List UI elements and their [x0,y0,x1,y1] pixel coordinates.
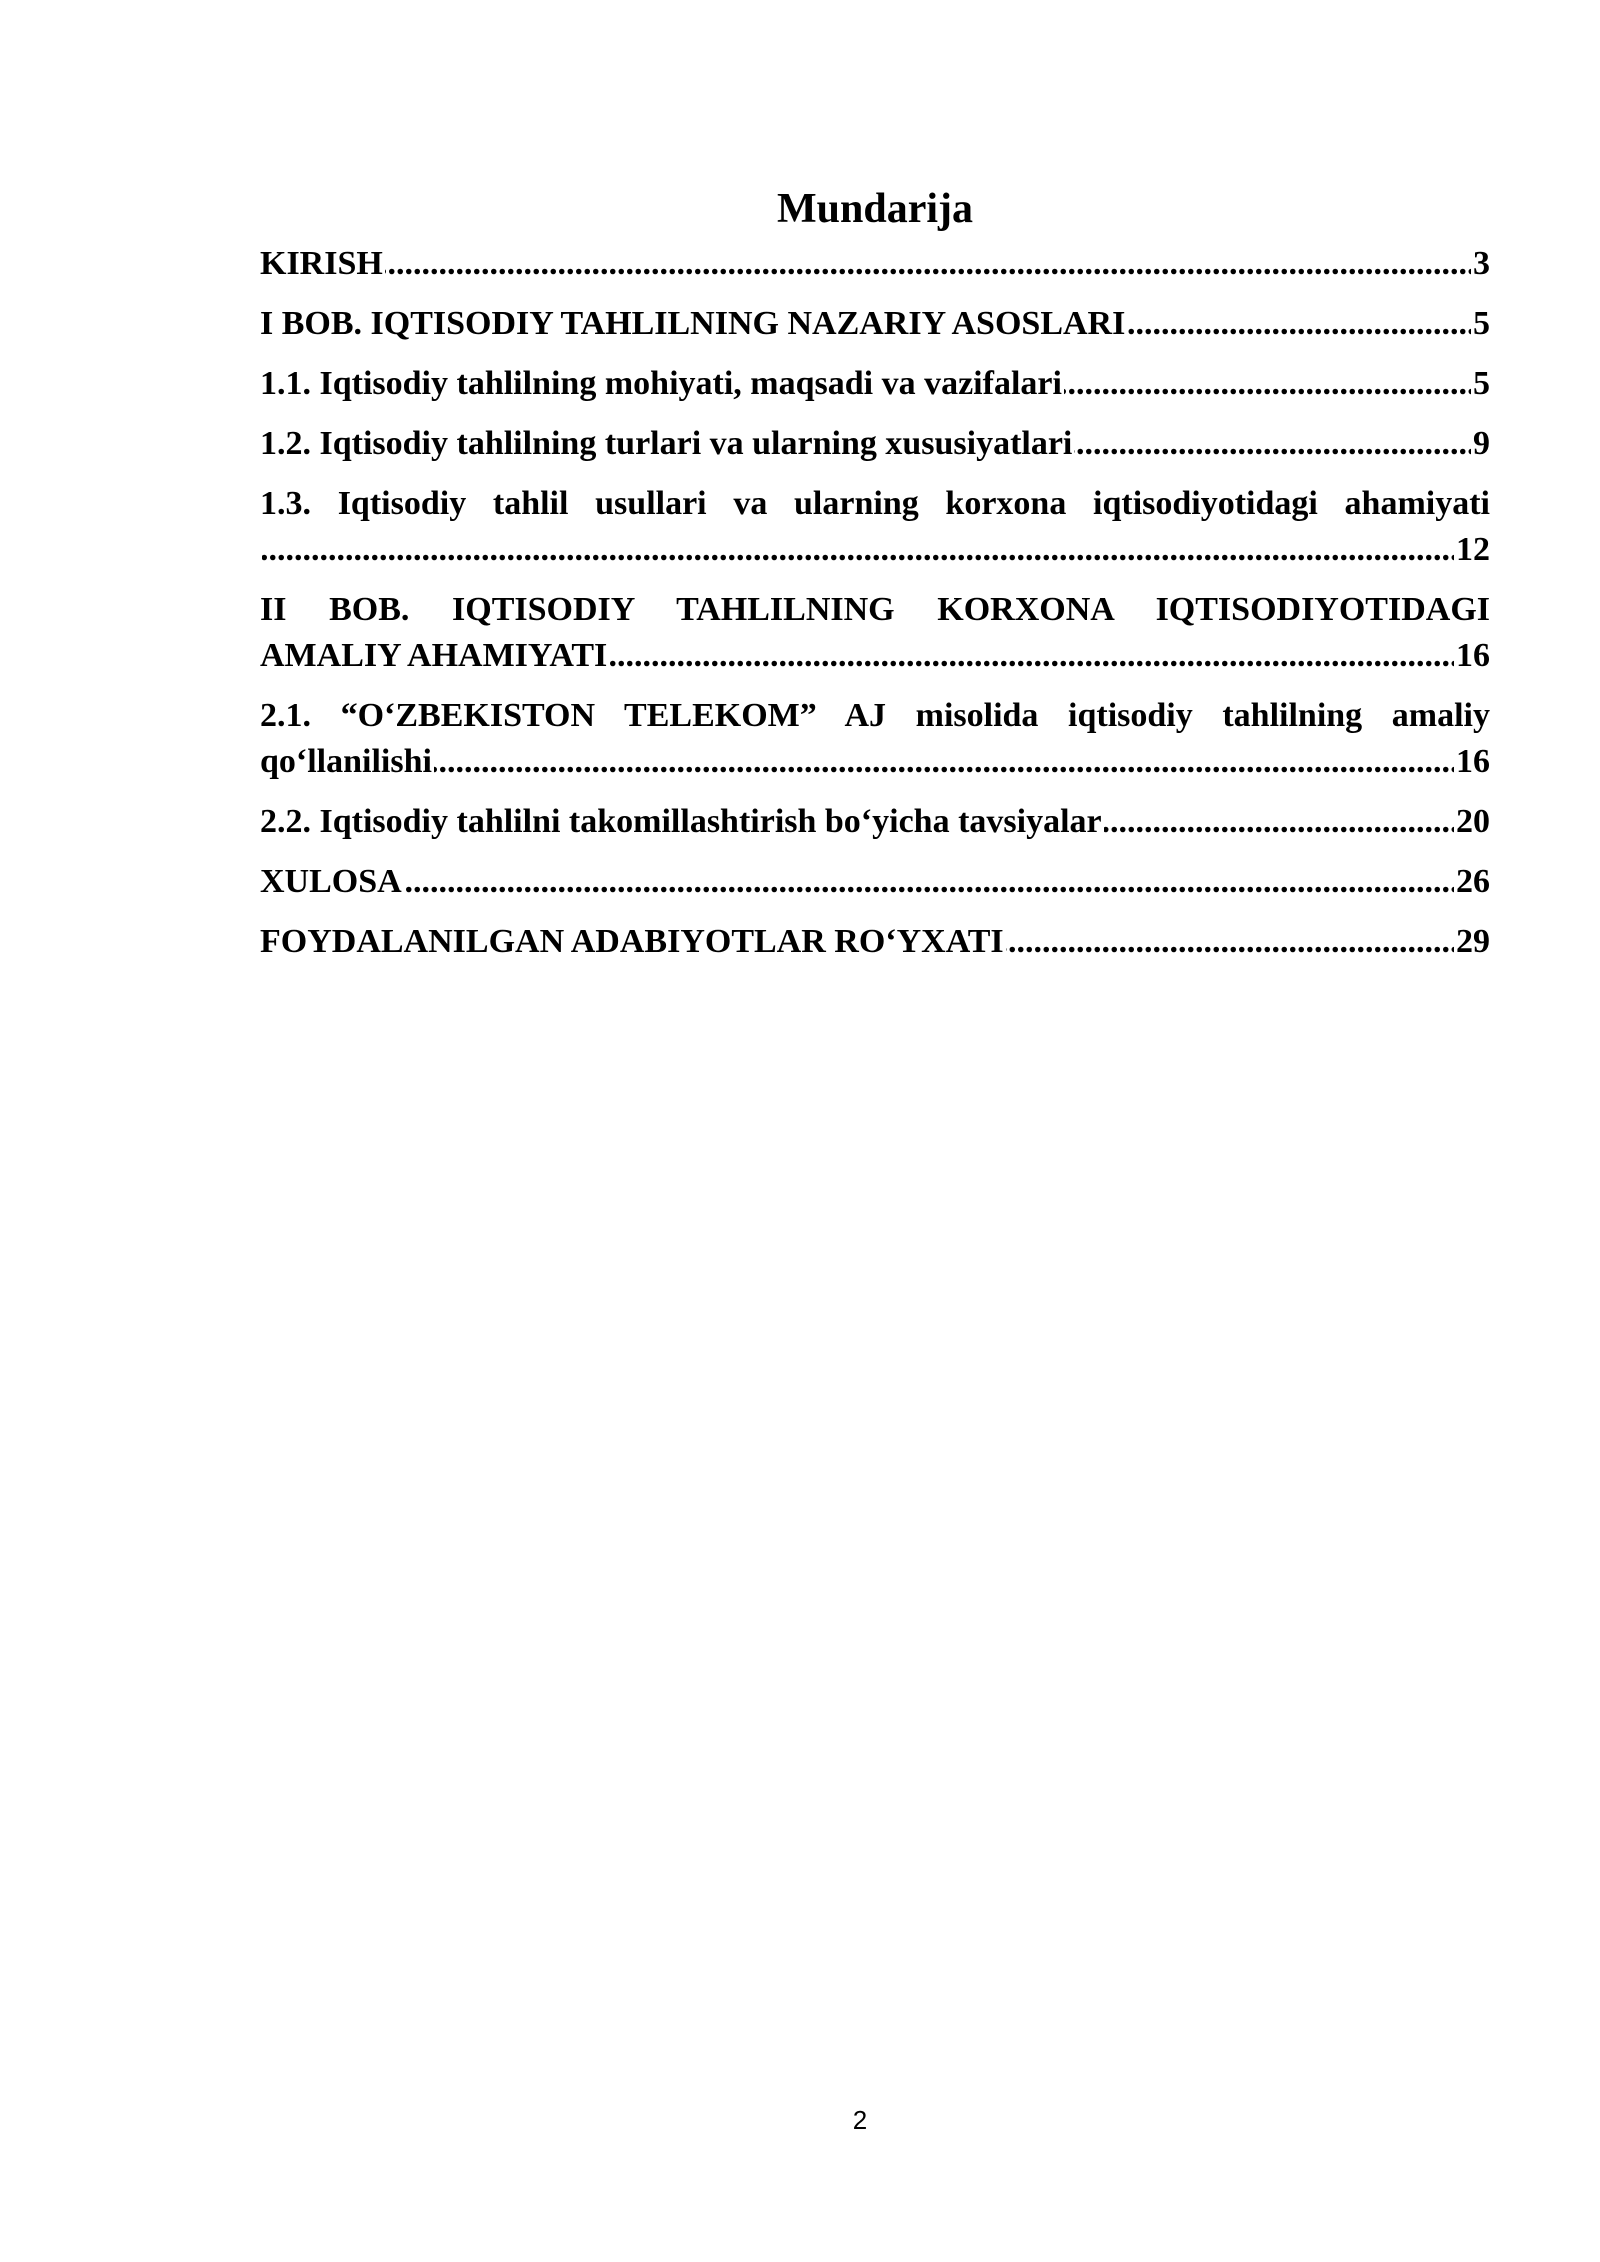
toc-page-number: 3 [1471,241,1490,287]
toc-page-number: 5 [1471,301,1490,347]
toc-entry-kirish[interactable] [260,241,1490,287]
page-number: 2 [852,2105,868,2135]
toc-entry-title: 2.1. “O‘ZBEKISTON TELEKOM” AJ misolida iqtisodiy tahlilning amaliy [260,697,1490,734]
toc-leader-line [260,421,1490,467]
toc-page-number: 16 [1454,633,1490,679]
toc-page-number: 5 [1471,361,1490,407]
toc-page-number: 29 [1454,919,1490,965]
toc-leader-line [260,799,1490,845]
toc-leader-line [260,301,1490,347]
toc-entry-title: KIRISH [260,245,383,282]
toc-page-number: 26 [1454,859,1490,905]
toc-entry-section-2-2[interactable] [260,799,1490,845]
toc-entry-title: 1.2. Iqtisodiy tahlilning turlari va ularning xususiyatlari [260,425,1073,462]
dot-leader [260,739,1490,785]
toc-entry-xulosa[interactable] [260,859,1490,905]
toc-leader-line [260,919,1490,965]
toc-entry-bibliography[interactable] [260,919,1490,965]
toc-entry-title: 1.3. Iqtisodiy tahlil usullari va ularning korxona iqtisodiyotidagi ahamiyati [260,485,1490,522]
toc-entry-chapter-1[interactable] [260,301,1490,347]
dot-leader [260,859,1490,905]
dot-leader [260,241,1490,287]
toc-entry-title: 1.1. Iqtisodiy tahlilning mohiyati, maqsadi va vazifalari [260,365,1062,402]
toc-page-number: 20 [1454,799,1490,845]
toc-page-number: 12 [1454,527,1490,573]
toc-entry-chapter-2[interactable] [260,587,1490,679]
toc-entry-section-1-1[interactable] [260,361,1490,407]
toc-entry-title: XULOSA [260,863,402,900]
toc-entry-section-2-1[interactable] [260,693,1490,785]
toc-entry-title: 2.2. Iqtisodiy tahlilni takomillashtirish bo‘yicha tavsiyalar [260,803,1102,840]
toc-entry-title: I BOB. IQTISODIY TAHLILNING NAZARIY ASOSLARI [260,305,1126,342]
toc-entry-title: II BOB. IQTISODIY TAHLILNING KORXONA IQTISODIYOTIDAGI [260,591,1490,628]
toc-entry-title-continued: AMALIY AHAMIYATI [260,637,608,674]
toc-entry-title-continued [260,531,262,568]
toc-leader-line [260,241,1490,287]
toc-page-number: 16 [1454,739,1490,785]
toc-entry-section-1-2[interactable] [260,421,1490,467]
toc-leader-line [260,739,1490,785]
table-of-contents [260,241,1490,979]
toc-entry-title: FOYDALANILGAN ADABIYOTLAR RO‘YXATI [260,923,1004,960]
toc-leader-line [260,527,1490,573]
dot-leader [260,527,1490,573]
page-title: Mundarija [776,186,973,232]
toc-leader-line [260,361,1490,407]
toc-entry-title-continued: qo‘llanilishi [260,743,432,780]
toc-leader-line [260,859,1490,905]
toc-page-number: 9 [1471,421,1490,467]
toc-entry-section-1-3[interactable] [260,481,1490,573]
toc-leader-line [260,633,1490,679]
